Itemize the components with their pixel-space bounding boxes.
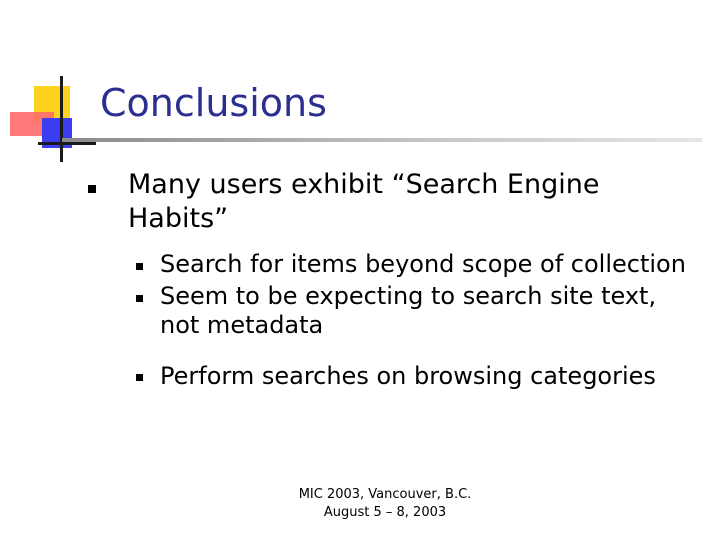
sub-bullet-square-icon xyxy=(136,263,143,270)
title-underline-rule xyxy=(62,138,702,142)
slide-title: Conclusions xyxy=(100,81,327,125)
sub-bullet-square-icon xyxy=(136,295,143,302)
sub-bullet-text: Seem to be expecting to search site text, not metadata xyxy=(160,282,657,339)
slide-footer xyxy=(230,486,540,522)
bullet-square-icon xyxy=(88,185,96,193)
decor-horizontal-line xyxy=(38,142,96,145)
sub-bullet-square-icon xyxy=(136,374,143,381)
sub-bullet-text: Search for items beyond scope of collection xyxy=(160,250,686,278)
bullet-text: Many users exhibit “Search Engine Habits” xyxy=(128,169,600,234)
footer-line-1: MIC 2003, Vancouver, B.C. xyxy=(298,487,472,502)
footer-line-2: August 5 – 8, 2003 xyxy=(323,505,447,520)
decor-vertical-line xyxy=(60,76,63,162)
sub-bullet-text: Perform searches on browsing categories xyxy=(160,362,656,390)
